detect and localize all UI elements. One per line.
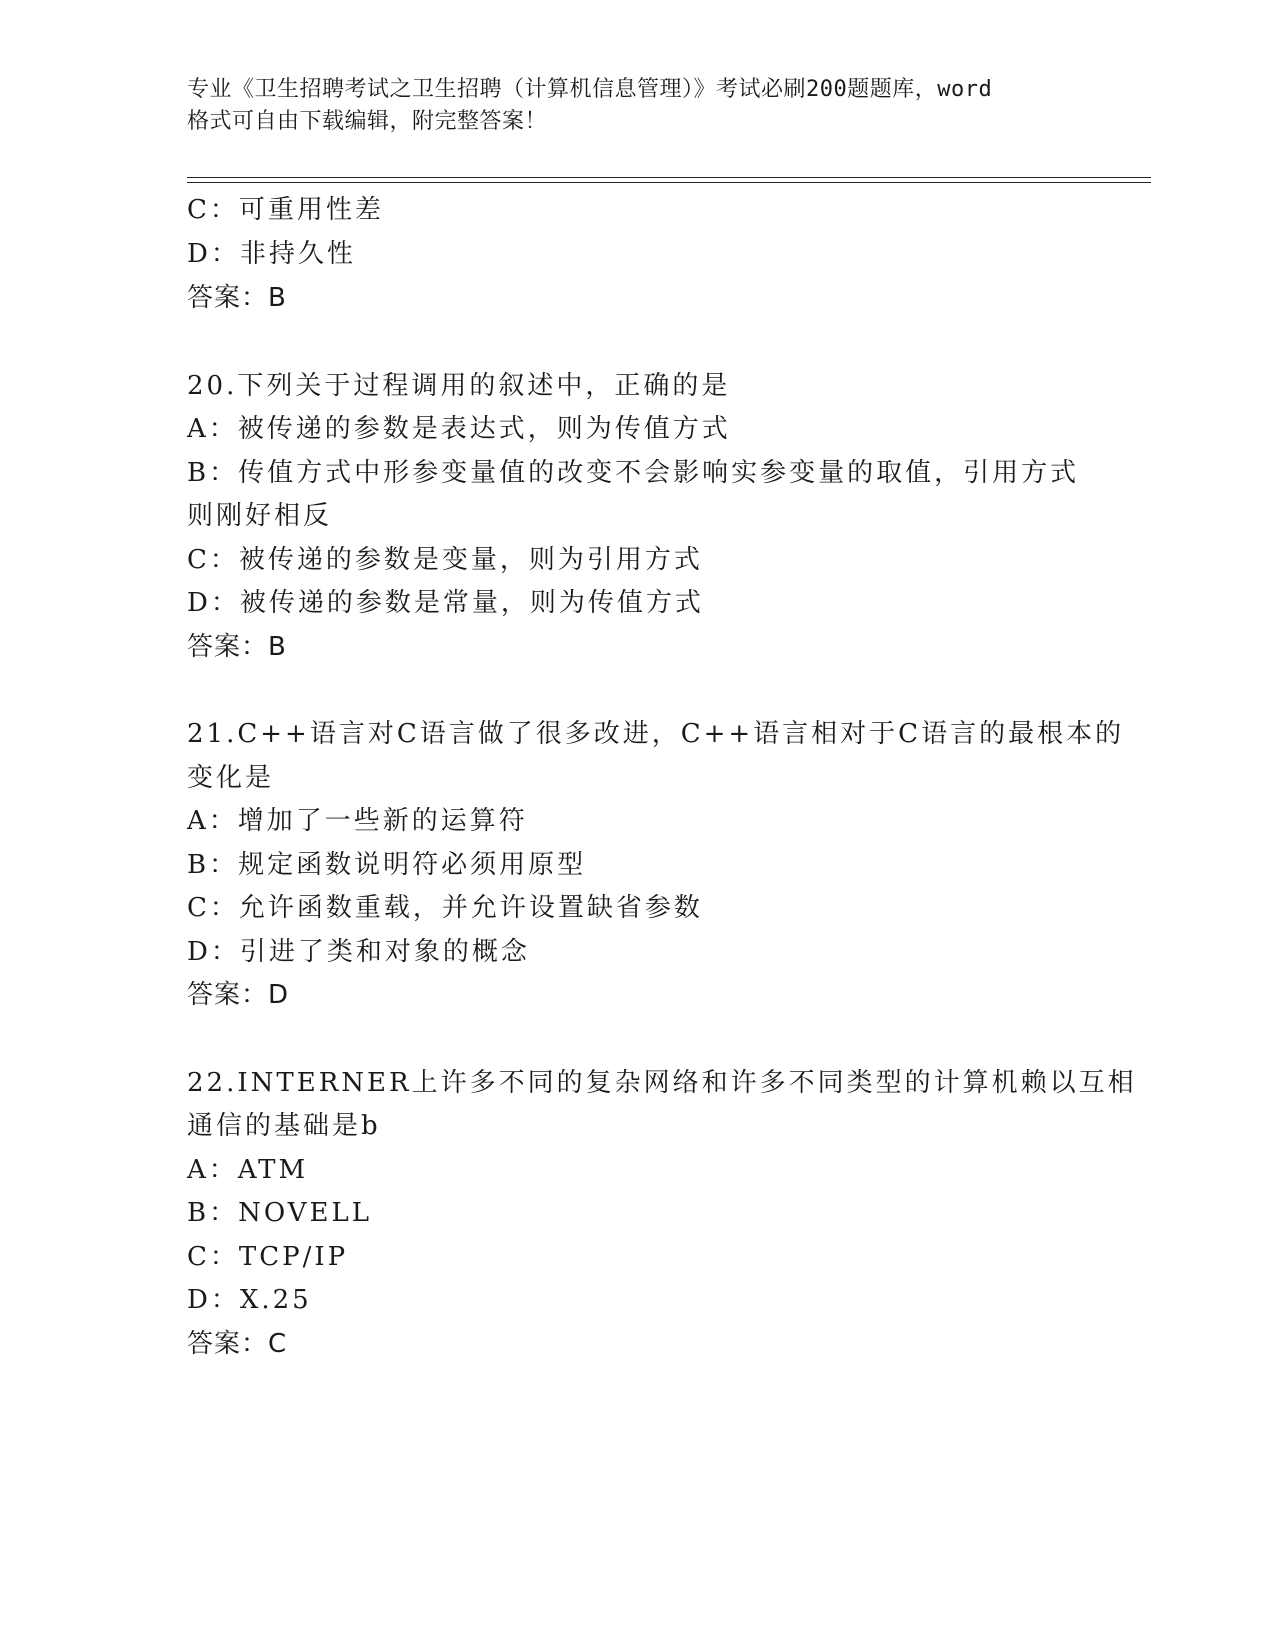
q20-option-b-continued: 则刚好相反 <box>187 501 333 531</box>
header-title-line-2: 格式可自由下载编辑，附完整答案！ <box>187 109 548 134</box>
q22-stem: 22.INTERNER上许多不同的复杂网络和许多不同类型的计算机赖以互相 <box>187 1068 1137 1098</box>
q21-option-a: A：增加了一些新的运算符 <box>187 806 528 836</box>
q21-stem: 21.C++语言对C语言做了很多改进，C++语言相对于C语言的最根本的 <box>187 719 1125 749</box>
q19-option-c: C：可重用性差 <box>187 195 384 225</box>
q20-option-c: C：被传递的参数是变量，则为引用方式 <box>187 545 703 575</box>
q19-option-d: D：非持久性 <box>187 239 356 269</box>
q22-answer: 答案：C <box>187 1329 288 1359</box>
q20-stem: 20.下列关于过程调用的叙述中，正确的是 <box>187 371 731 401</box>
q20-option-b: B：传值方式中形参变量值的改变不会影响实参变量的取值，引用方式 <box>187 458 1080 488</box>
q22-stem-continued: 通信的基础是b <box>187 1111 381 1141</box>
q22-option-b: B：NOVELL <box>187 1198 373 1228</box>
q21-stem-continued: 变化是 <box>187 763 275 793</box>
q20-option-a: A：被传递的参数是表达式，则为传值方式 <box>187 414 731 444</box>
q20-answer: 答案：B <box>187 632 287 662</box>
q22-option-c: C：TCP/IP <box>187 1242 349 1272</box>
header-divider-bottom <box>187 182 1151 183</box>
q21-answer: 答案：D <box>187 980 290 1010</box>
q22-option-d: D：X.25 <box>187 1285 312 1315</box>
header-title-line-1: 专业《卫生招聘考试之卫生招聘（计算机信息管理）》考试必刷200题题库，word <box>187 77 993 102</box>
q21-option-d: D：引进了类和对象的概念 <box>187 937 530 967</box>
q21-option-c: C：允许函数重载，并允许设置缺省参数 <box>187 893 703 923</box>
q20-option-d: D：被传递的参数是常量，则为传值方式 <box>187 588 704 618</box>
q21-option-b: B：规定函数说明符必须用原型 <box>187 850 587 880</box>
header-divider-top <box>187 177 1151 178</box>
q19-answer: 答案：B <box>187 283 287 313</box>
document-header <box>187 74 1087 138</box>
q22-option-a: A：ATM <box>187 1155 309 1185</box>
